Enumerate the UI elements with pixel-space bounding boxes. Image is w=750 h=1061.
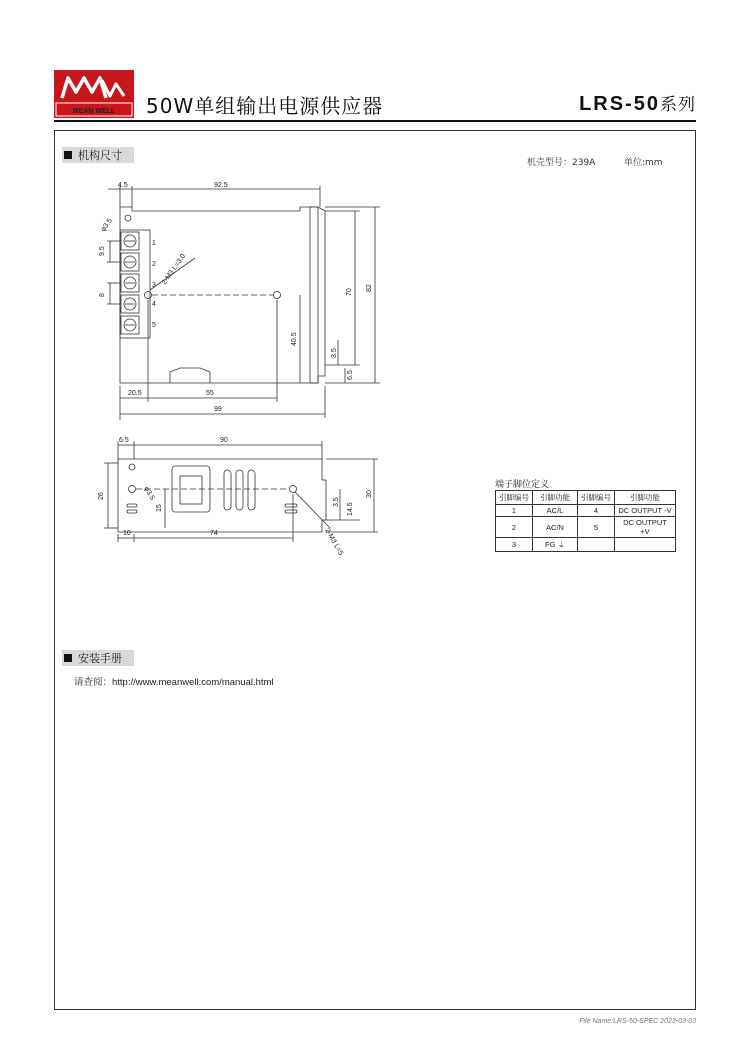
note-hole-dia: φ3.5 [99,217,114,234]
dim-55: 55 [206,390,214,397]
top-view-outline [120,207,325,383]
header-pin-func: 引脚功能 [615,491,676,505]
case-type: 机壳型号：239A [527,158,596,168]
mount-hole-right [274,292,281,299]
dim-3-5-b: 3.5 [333,497,340,507]
note-screw-bottom: 2-M3 L=5 [323,527,345,557]
bottom-view-dimension-labels [98,437,373,557]
note-hole-dia-b: φ3.5 [142,485,156,502]
section-manual-label: 安装手册 [78,652,122,665]
dim-6-5: 6.5 [347,370,354,380]
dim-8: 8 [99,293,106,297]
note-screw-top: 2-M3 L=3.0 [160,252,188,287]
dim-92-5: 92.5 [214,182,228,189]
dim-26: 26 [98,492,105,500]
terminal-num-3: 3 [152,282,156,289]
dim-99: 99 [214,406,222,413]
unit-label: 单位:mm [624,158,663,168]
dim-70: 70 [346,288,353,296]
section-dimensions-label: 机构尺寸 [78,149,122,162]
page-title: 50W单组输出电源供应器 [146,94,384,118]
dim-4-5: 4.5 [118,182,128,189]
pin-table-title: 端子脚位定义 [495,480,550,490]
dim-10: 10 [123,530,131,537]
dim-82: 82 [366,284,373,292]
dim-90: 90 [220,437,228,444]
top-view-side-flange [310,207,318,383]
terminal-num-1: 1 [152,240,156,247]
table-row: 2 AC/N 5 DC OUTPUT +V [496,517,676,538]
dim-14-5: 14.5 [347,502,354,516]
dim-74: 74 [210,530,218,537]
file-name-footer: File Name:LRS-50-SPEC 2023-03-03 [579,1018,696,1025]
terminal-screws [121,232,139,334]
terminal-num-2: 2 [152,261,156,268]
dim-9-5: 9.5 [99,246,106,256]
model-number: LRS-50 [579,93,660,115]
top-view-dimension-labels [99,182,373,413]
model-suffix: 系列 [660,95,696,115]
manual-link[interactable]: 请查阅：http://www.meanwell.com/manual.html [74,677,274,688]
dim-30: 30 [366,490,373,498]
pin-table-header [496,491,676,505]
dim-40-5: 40.5 [291,332,298,346]
dim-3-5: 3.5 [331,348,338,358]
dim-15: 15 [156,504,163,512]
header-pin-no: 引脚编号 [496,491,533,505]
dim-6-5-b: 6.5 [119,437,129,444]
terminal-num-5: 5 [152,322,156,329]
header-pin-func: 引脚功能 [533,491,578,505]
header-pin-no: 引脚编号 [578,491,615,505]
terminal-num-4: 4 [152,301,156,308]
dim-20-5: 20.5 [128,390,142,397]
mount-hole-left [145,292,152,299]
pin-table [495,490,676,552]
table-row: 1 AC/L 4 DC OUTPUT -V [496,505,676,517]
mount-hole [125,215,131,221]
table-row: 3 FG ⏚ [496,538,676,552]
logo-text: MEAN WELL [72,108,116,115]
